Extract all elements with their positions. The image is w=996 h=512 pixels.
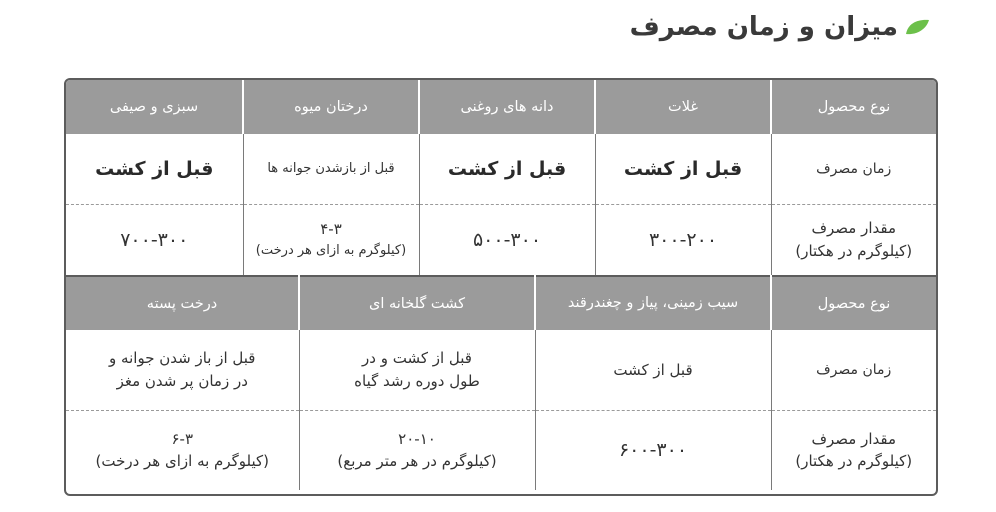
header-row [66, 80, 936, 134]
row-label-usage-time: زمان مصرف [771, 134, 936, 204]
table-section-2 [66, 275, 936, 490]
amount-unit-label: (کیلوگرم در هکتار) [795, 452, 913, 471]
cell-time-oilseeds: قبل از کشت [419, 134, 595, 204]
header-cell-product-type: نوع محصول [771, 80, 936, 134]
cell-amount-potato: ۶۰۰-۳۰۰ [535, 410, 771, 490]
table-row-usage-time [66, 134, 936, 204]
cell-amount-oilseeds: ۵۰۰-۳۰۰ [419, 204, 595, 275]
cell-time-greenhouse: قبل از کشت و در طول دوره رشد گیاه [299, 330, 535, 410]
cell-amount-grains: ۳۰۰-۲۰۰ [595, 204, 771, 275]
table-section-1 [66, 80, 936, 275]
header-cell-potato-onion-beet: سیب زمینی، پیاز و چغندرقند [535, 276, 771, 330]
row-label-usage-amount [771, 410, 936, 490]
table-row-usage-time [66, 330, 936, 410]
header-cell-vegetables: سبزی و صیفی [66, 80, 243, 134]
cell-time-potato: قبل از کشت [535, 330, 771, 410]
consumption-table [64, 78, 938, 496]
header-cell-greenhouse: کشت گلخانه ای [299, 276, 535, 330]
row-label-usage-amount [771, 204, 936, 275]
cell-amount-greenhouse [299, 410, 535, 490]
cell-amount-vegetables: ۷۰۰-۳۰۰ [66, 204, 243, 275]
amount-label: مقدار مصرف [811, 429, 897, 448]
cell-time-fruit-trees: قبل از بازشدن جوانه ها [243, 134, 419, 204]
cell-amount-fruit-trees [243, 204, 419, 275]
amount-value: ۴-۳ [320, 220, 342, 239]
page-title: میزان و زمان مصرف [629, 12, 898, 42]
cell-amount-pistachio [66, 410, 299, 490]
amount-value: ۶-۳ [171, 429, 194, 448]
row-label-usage-time: زمان مصرف [771, 330, 936, 410]
section-title [630, 12, 930, 42]
header-cell-pistachio: درخت پسته [66, 276, 299, 330]
amount-unit: (کیلوگرم به ازای هر درخت) [255, 242, 407, 258]
table-row-usage-amount [66, 410, 936, 490]
leaf-icon [904, 18, 930, 36]
header-cell-oilseeds: دانه های روغنی [419, 80, 595, 134]
header-cell-fruit-trees: درختان میوه [243, 80, 419, 134]
table-row-usage-amount [66, 204, 936, 275]
header-row [66, 276, 936, 330]
cell-time-pistachio: قبل از باز شدن جوانه و در زمان پر شدن مغز [109, 349, 256, 390]
amount-unit-label: (کیلوگرم در هکتار) [795, 241, 913, 260]
amount-unit: (کیلوگرم در هر متر مربع) [337, 452, 497, 471]
amount-unit: (کیلوگرم به ازای هر درخت) [95, 452, 269, 471]
cell-time-grains: قبل از کشت [595, 134, 771, 204]
amount-value: ۲۰-۱۰ [398, 429, 436, 448]
cell-time-vegetables: قبل از کشت [95, 157, 214, 180]
header-cell-grains: غلات [595, 80, 771, 134]
amount-label: مقدار مصرف [811, 219, 897, 238]
header-cell-product-type: نوع محصول [771, 276, 936, 330]
